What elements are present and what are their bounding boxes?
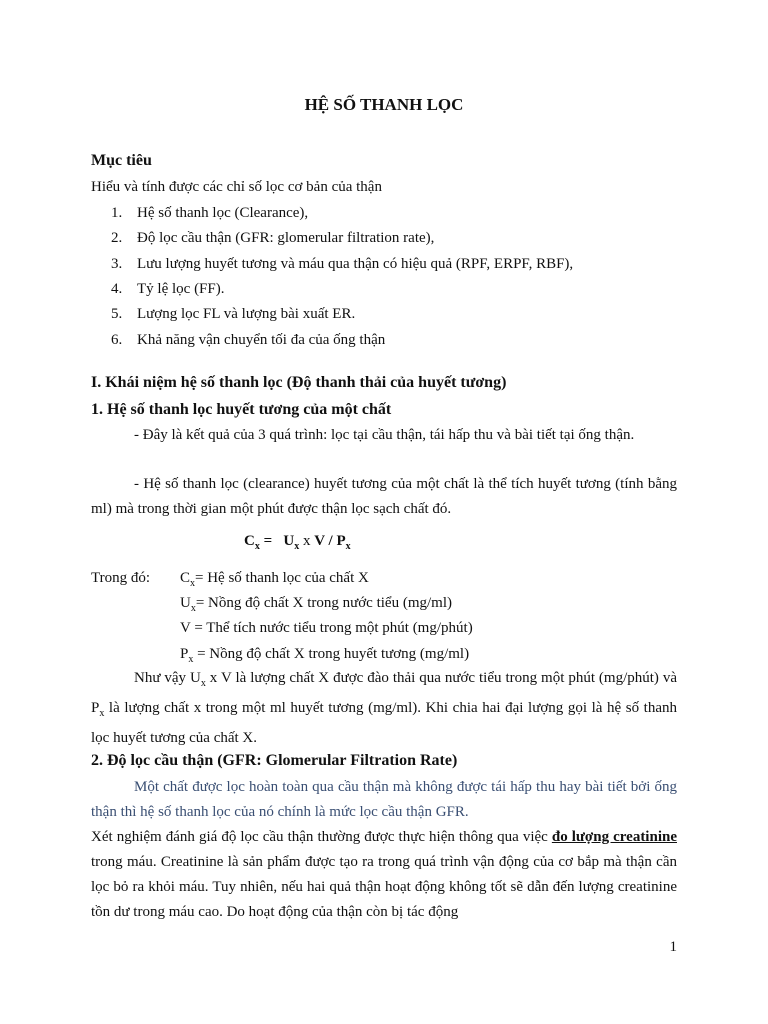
list-item: 5. Lượng lọc FL và lượng bài xuất ER.: [111, 306, 356, 322]
paragraph-5: Xét nghiệm đánh giá độ lọc cầu thận thường được thực hiện thông qua việc đo lượng creatinine trong máu. Creatinine là sản phẩm được tạo ra trong quá trình vận động của cơ bắp mà thận cần lọc bỏ ra khỏi máu. Tuy nhiên, nếu hai quả thận hoạt động không tốt sẽ dẫn đến lượng creatinine tồn dư trong máu cao. Do hoạt động của thận còn bị tác động: [91, 829, 677, 920]
definition-cx: $C_x=$ Hệ số thanh lọc của chất X: [180, 570, 369, 589]
definition-px: $P_x$ = Nồng độ chất X trong huyết tương (mg/ml): [180, 646, 470, 665]
paragraph-2: - Hệ số thanh lọc (clearance) huyết tương của một chất là thể tích huyết tương (tính bằng ml) mà trong thời gian một phút được thận lọc sạch chất đó.: [91, 476, 677, 517]
creatinine-link-text: đo lượng creatinine: [551, 829, 677, 845]
subsection-heading-1: 1. Hệ số thanh lọc huyết tương của một chất: [91, 401, 392, 418]
objective-heading: Mục tiêu: [91, 152, 152, 169]
list-item: 6. Khả năng vận chuyển tối đa của ống thận: [111, 332, 386, 348]
list-item: 3. Lưu lượng huyết tương và máu qua thận có hiệu quả (RPF, ERPF, RBF),: [111, 256, 574, 272]
list-item: 1. Hệ số thanh lọc (Clearance),: [111, 205, 309, 221]
definition-v: V = Thể tích nước tiểu trong một phút (mg/phút): [180, 620, 473, 636]
paragraph-3: Như vậy $U_x$ x V là lượng chất X được đào thải qua nước tiểu trong một phút (mg/phút) và $P_x$ là lượng chất x trong một ml huyết tương (mg/ml). Khi chia hai đại lượng gọi là hệ số thanh lọc huyết tương của chất X.: [91, 670, 678, 746]
section-heading-1: I. Khái niệm hệ số thanh lọc (Độ thanh thải của huyết tương): [91, 374, 507, 391]
list-item: 4. Tỷ lệ lọc (FF).: [111, 281, 225, 297]
paragraph-4: Một chất được lọc hoàn toàn qua cầu thận mà không được tái hấp thu hay bài tiết bởi ống thận thì hệ số thanh lọc của nó chính là mức lọc cầu thận GFR.: [91, 779, 677, 820]
paragraph-1: - Đây là kết quả của 3 quá trình: lọc tại cầu thận, tái hấp thu và bài tiết tại ống thận.: [134, 427, 635, 443]
objective-intro: Hiểu và tính được các chỉ số lọc cơ bản của thận: [91, 179, 382, 195]
clearance-formula: $C_x = U_x$ x V / $P_x$: [244, 533, 351, 552]
subsection-heading-2: 2. Độ lọc cầu thận (GFR: Glomerular Filtration Rate): [91, 752, 458, 769]
list-item: 2. Độ lọc cầu thận (GFR: glomerular filtration rate),: [111, 230, 435, 246]
where-label: Trong đó:: [91, 570, 151, 586]
page-number: 1: [669, 939, 677, 955]
definition-ux: $U_x=$ Nồng độ chất X trong nước tiểu (mg/ml): [180, 595, 452, 614]
document-title: HỆ SỐ THANH LỌC: [304, 95, 464, 114]
